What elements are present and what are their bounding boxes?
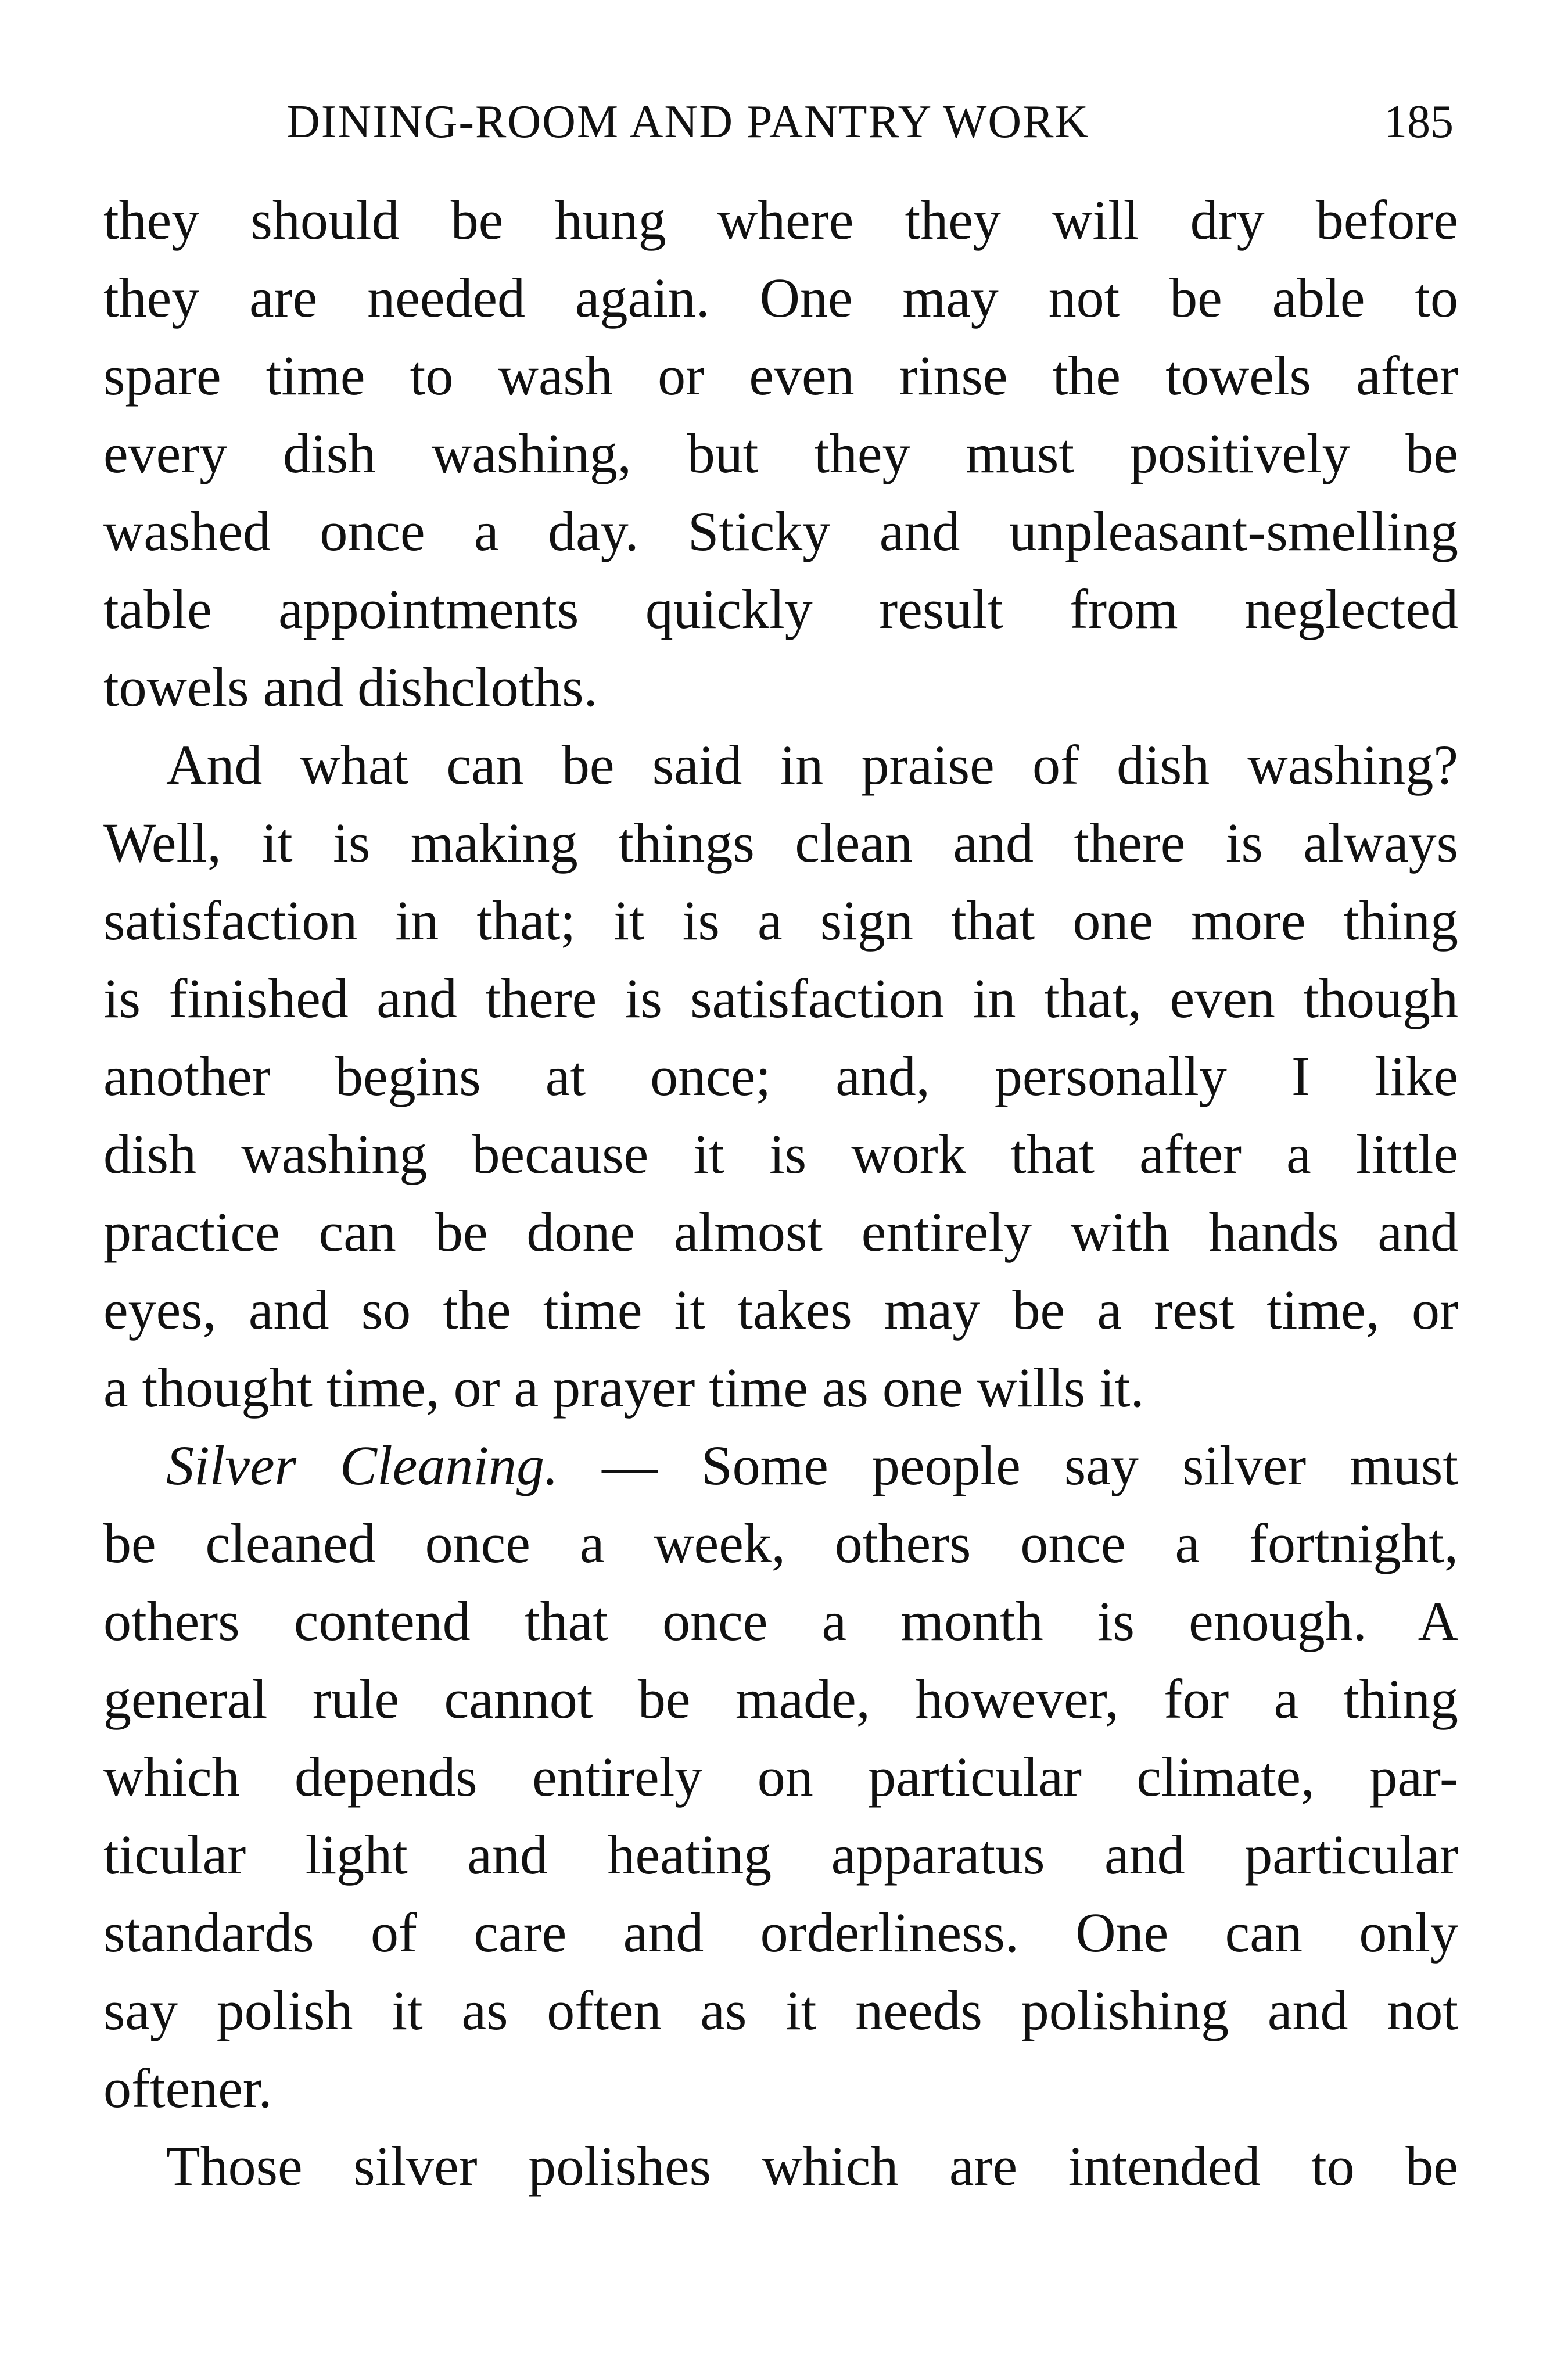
- text-line: practice can be done almost entirely with hands and: [103, 1201, 1458, 1263]
- text-line: Those silver polishes which are intended to be: [166, 2135, 1458, 2197]
- side-head-continuation: — Some people say silver must: [602, 1434, 1458, 1496]
- text-line: another begins at once; and, personally I like: [103, 1045, 1458, 1107]
- text-line: they are needed again. One may not be able to: [103, 267, 1458, 329]
- paragraph-1: [103, 181, 1458, 726]
- text-line: is finished and there is satisfaction in that, even though: [103, 967, 1458, 1029]
- text-line: spare time to wash or even rinse the towels after: [103, 344, 1458, 407]
- text-line: others contend that once a month is enough. A: [103, 1590, 1458, 1652]
- text-line: dish washing because it is work that after a little: [103, 1123, 1458, 1185]
- text-line: say polish it as often as it needs polishing and not: [103, 1979, 1458, 2041]
- text-line: eyes, and so the time it takes may be a rest time, or: [103, 1279, 1458, 1341]
- running-title: DINING-ROOM AND PANTRY WORK: [286, 96, 1090, 148]
- section-side-head: Silver Cleaning.: [166, 1434, 558, 1496]
- page-number: 185: [1384, 96, 1454, 148]
- text-line: oftener.: [103, 2057, 272, 2119]
- text-line: a thought time, or a prayer time as one wills it.: [103, 1356, 1144, 1419]
- text-line: general rule cannot be made, however, for a thing: [103, 1668, 1458, 1730]
- text-line: washed once a day. Sticky and unpleasant-smelling: [103, 500, 1458, 562]
- paragraph-4: [103, 2127, 1458, 2205]
- running-head: [103, 87, 1458, 157]
- text-line: they should be hung where they will dry before: [103, 189, 1458, 251]
- text-line: Well, it is making things clean and there is always: [103, 812, 1458, 874]
- text-line: be cleaned once a week, others once a fortnight,: [103, 1512, 1458, 1574]
- text-line: every dish washing, but they must positively be: [103, 422, 1458, 484]
- paragraph-2: [103, 726, 1458, 1427]
- paragraph-3: [103, 1427, 1458, 2127]
- body-text: [103, 181, 1458, 2205]
- text-line: And what can be said in praise of dish washing?: [166, 734, 1458, 796]
- text-line: [103, 1427, 1458, 1505]
- text-line: which depends entirely on particular climate, par-: [103, 1746, 1458, 1808]
- text-line: table appointments quickly result from neglected: [103, 578, 1458, 640]
- text-line: satisfaction in that; it is a sign that one more thing: [103, 889, 1458, 952]
- text-line: towels and dishcloths.: [103, 656, 598, 718]
- text-line: ticular light and heating apparatus and particular: [103, 1824, 1458, 1886]
- text-line: standards of care and orderliness. One can only: [103, 1901, 1458, 1964]
